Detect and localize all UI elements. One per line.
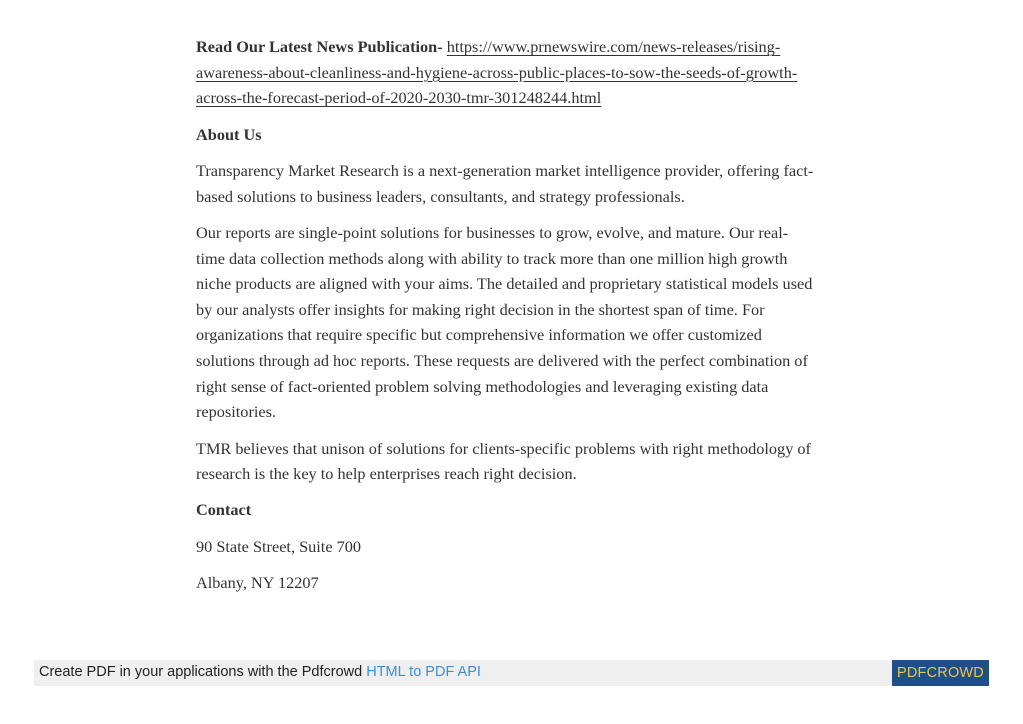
about-paragraph-beliefs: TMR believes that unison of solutions for clients-specific problems with right methodology of research is the key to help enterprises reach right decision. [196,438,811,484]
news-publication-link[interactable]: https://www.prnewswire.com/news-releases/rising-awareness-about-cleanliness-and-hygiene-across-public-places-to-sow-the-seeds-of-growth-across-the-forecast-period-of-2020-2030-tmr-301248244.html [196,37,798,108]
about-paragraph-intro: Transparency Market Research is a next-generation market intelligence provider, offering fact-based solutions to business leaders, consultants, and strategy professionals. [196,160,814,206]
footer-caption: Create PDF in your applications with the Pdfcrowd [39,664,363,680]
pdfcrowd-footer-banner [34,660,989,686]
contact-heading: Contact [196,500,252,520]
about-us-heading: About Us [196,124,262,144]
pdfcrowd-brand-button[interactable]: PDFCROWD [892,660,989,686]
contact-address-city: Albany, NY 12207 [196,573,319,593]
footer-text [39,664,481,680]
about-paragraph-reports: Our reports are single-point solutions for businesses to grow, evolve, and mature. Our real-time data collection methods along with ability to track more than one million high growth niche products are aligned with your aims. The detailed and proprietary statistical models used by our analysts offer insights for making right decision in the shortest span of time. For organizations that require specific but comprehensive information we offer customized solutions through ad hoc reports. These requests are delivered with the perfect combination of right sense of fact-oriented problem solving methodologies and leveraging existing data repositories. [196,222,813,422]
contact-address-street: 90 State Street, Suite 700 [196,536,362,556]
news-publication-label: Read Our Latest News Publication- [196,37,443,56]
document-body [196,34,816,607]
footer-api-link[interactable]: HTML to PDF API [366,664,481,680]
news-publication-line [196,34,816,111]
